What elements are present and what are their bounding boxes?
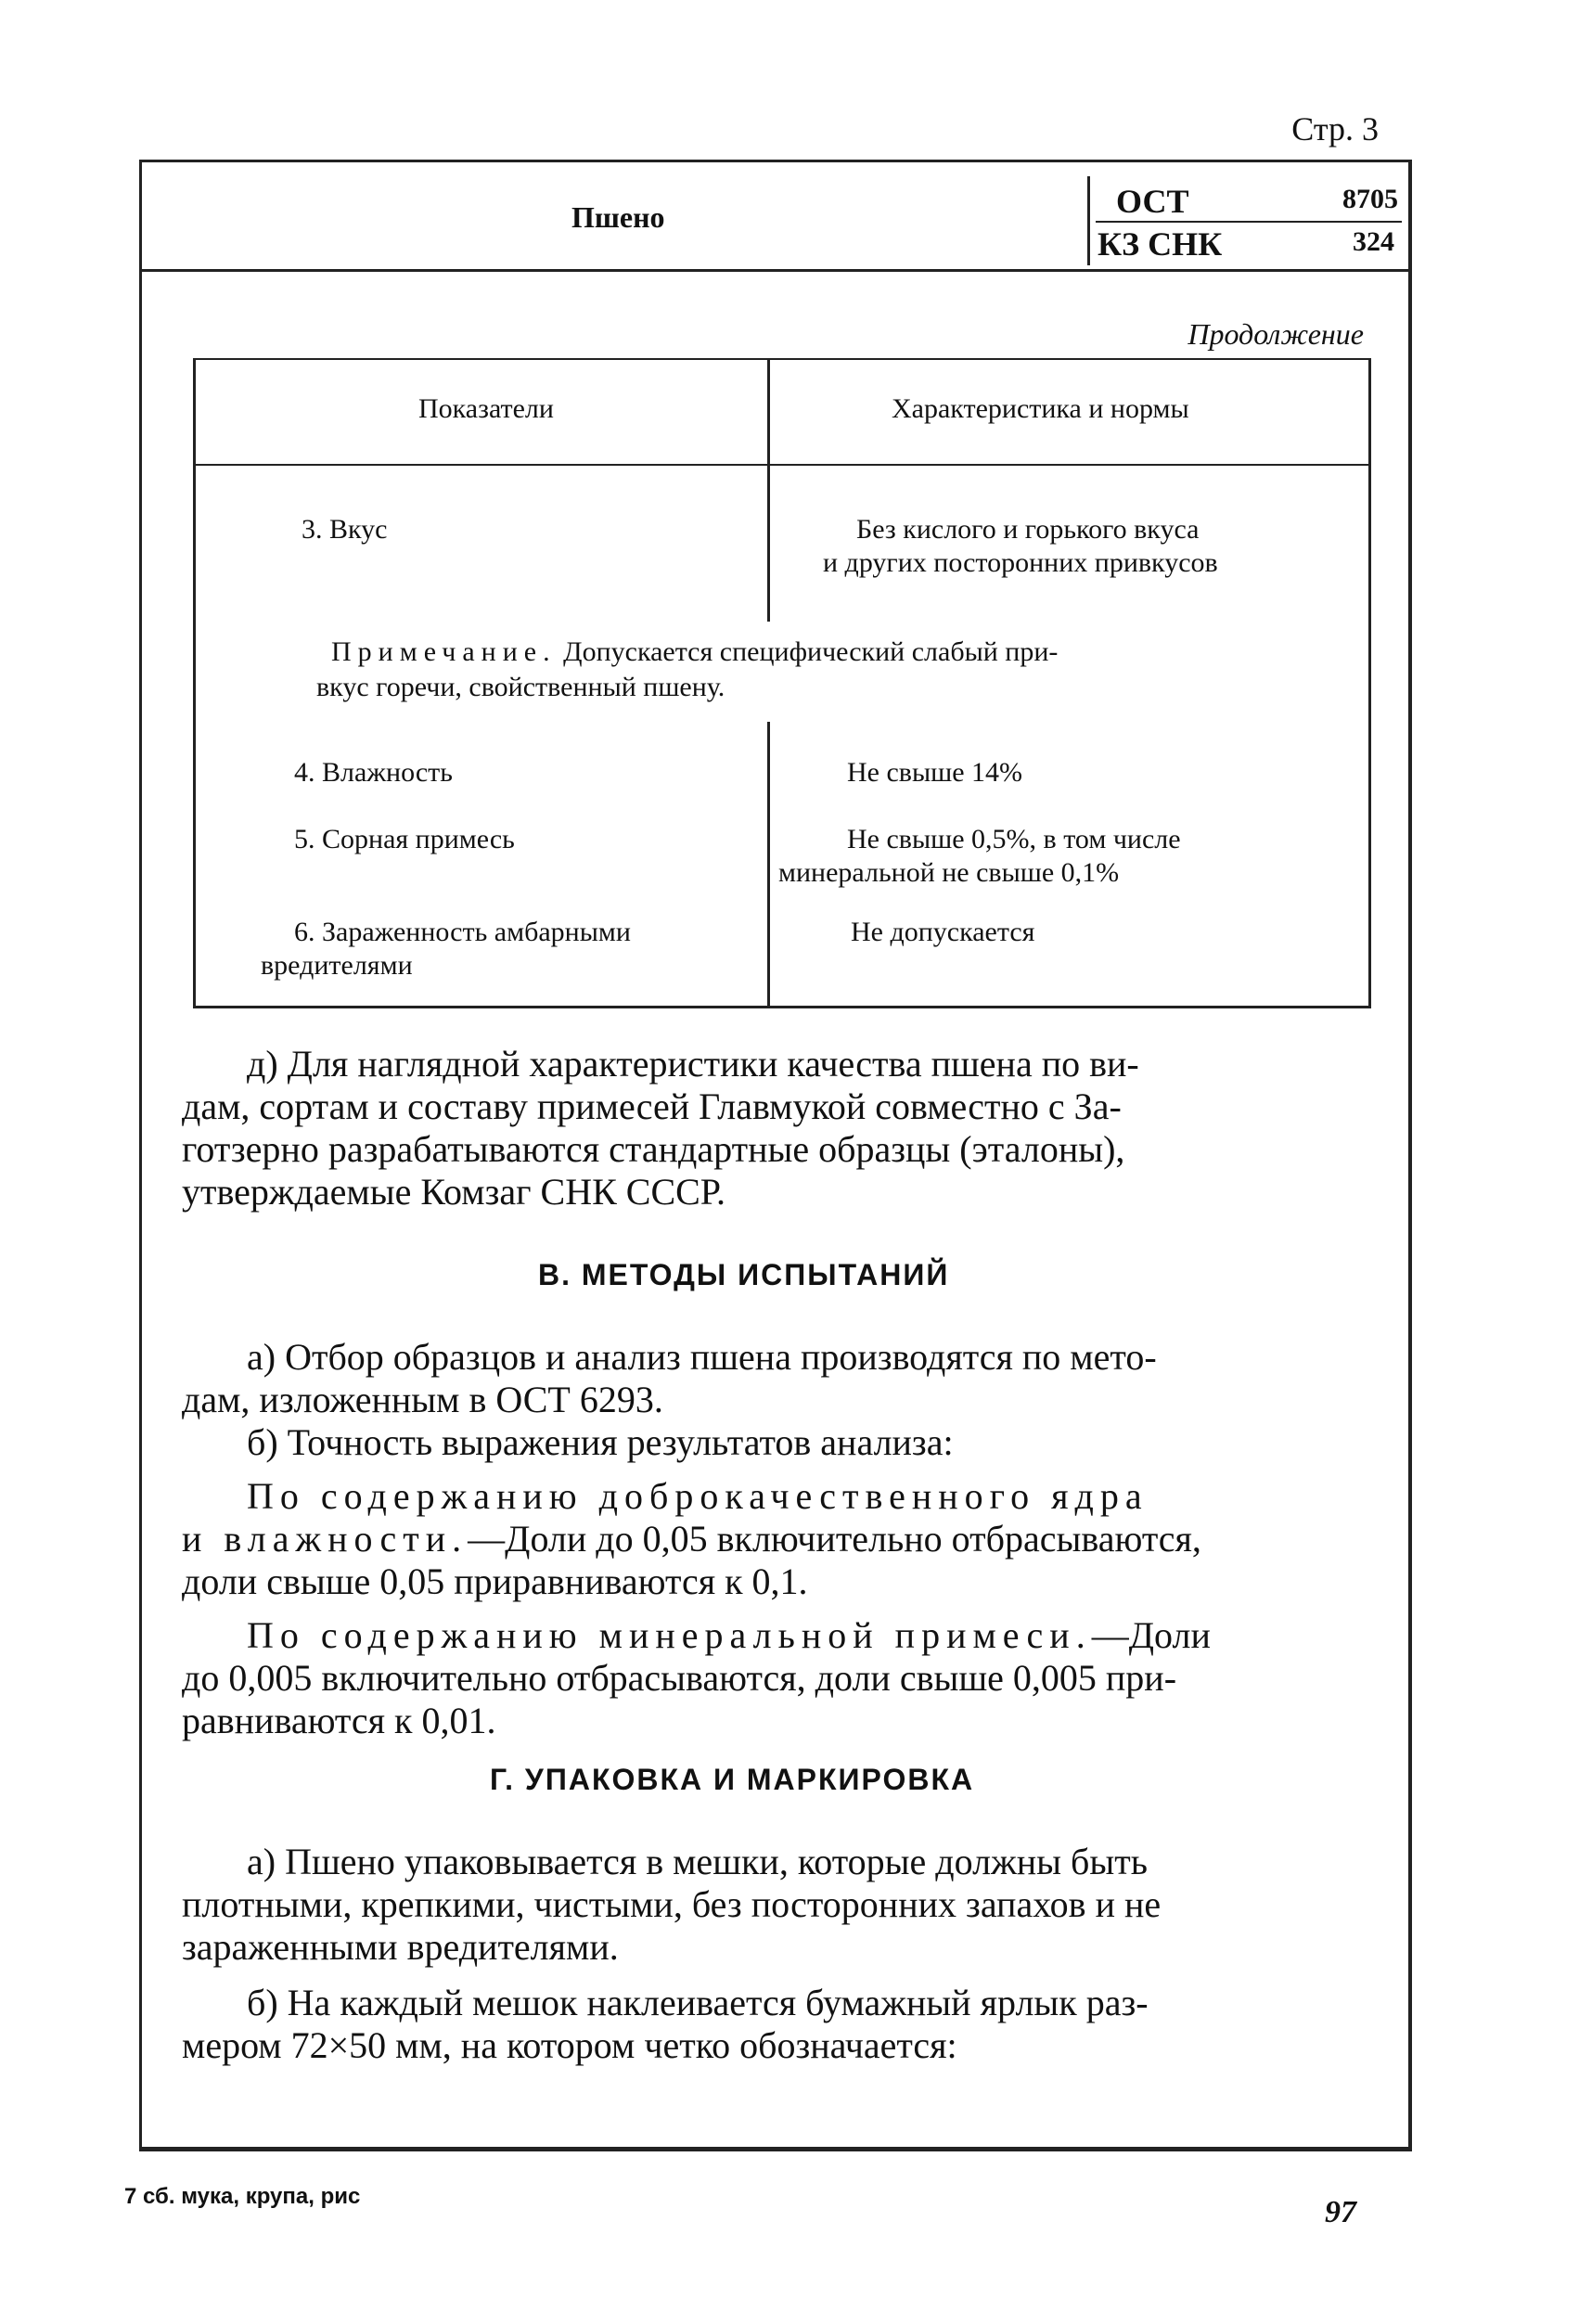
section-v-a-line1: а) Отбор образцов и анализ пшена производятся по мето- (247, 1336, 1157, 1378)
section-v-p1-line2 (182, 1518, 1379, 1560)
row-taste-indicator: 3. Вкус (302, 514, 388, 545)
note-text-line2: вкус горечи, свойственный пшену. (316, 672, 725, 702)
row-pests-indicator-line2: вредителями (261, 950, 413, 981)
section-g-b-line2: мером 72×50 мм, на котором четко обозначается: (182, 2024, 957, 2066)
paragraph-d (182, 1043, 1379, 1213)
section-v-p1-line1: По содержанию доброкачественного ядра (247, 1475, 1149, 1517)
code-kz-number: 324 (1353, 226, 1394, 257)
row-taste-norm-line2: и других посторонних привкусов (823, 547, 1218, 578)
section-v-heading: В. МЕТОДЫ ИСПЫТАНИЙ (538, 1258, 950, 1291)
row-moisture-norm: Не свыше 14% (847, 757, 1023, 788)
code-kz-snk: КЗ СНК (1098, 225, 1223, 263)
section-v-p2-line2: до 0,005 включительно отбрасываются, доли свыше 0,005 при- (182, 1657, 1177, 1699)
paragraph-d-line4: утверждаемые Комзаг СНК СССР. (182, 1171, 726, 1213)
section-v-p1-spaced: и влажности. (182, 1518, 469, 1560)
code-ost-number: 8705 (1342, 184, 1398, 214)
footer-page-number: 97 (1325, 2195, 1356, 2229)
note-text-line1: Допускается специфический слабый при- (563, 636, 1059, 667)
section-g-body (182, 1841, 1379, 2067)
frame-left-rule (139, 160, 142, 2147)
paragraph-d-line3: готзерно разрабатываются стандартные образцы (эталоны), (182, 1128, 1125, 1170)
row-taste-norm-line1: Без кислого и горького вкуса (856, 514, 1200, 545)
table-header-norms: Характеристика и нормы (892, 393, 1189, 424)
table-header-rule (196, 464, 1368, 466)
paragraph-d-line2: дам, сортам и составу примесей Главмукой совместно с За- (182, 1085, 1122, 1127)
section-v-a-line2: дам, изложенным в ОСТ 6293. (182, 1379, 663, 1420)
table-header-indicators: Показатели (418, 393, 554, 424)
row-impurity-norm-line1: Не свыше 0,5%, в том числе (847, 824, 1181, 854)
section-g-a-line3: зараженными вредителями. (182, 1926, 619, 1968)
continuation-label: Продолжение (1187, 317, 1364, 351)
row-moisture-indicator: 4. Влажность (294, 757, 453, 788)
section-v-p2-line1 (182, 1614, 1379, 1657)
footer-collection-label: 7 сб. мука, крупа, рис (124, 2184, 361, 2209)
section-g-b-line1: б) На каждый мешок наклеивается бумажный ярлык раз- (247, 1982, 1149, 2023)
section-v-p1-rest: —Доли до 0,05 включительно отбрасываются, (468, 1518, 1201, 1560)
norms-table (193, 358, 1371, 1008)
section-v-p2-line3: равниваются к 0,01. (182, 1700, 496, 1741)
section-v-p1-line3: доли свыше 0,05 приравниваются к 0,1. (182, 1560, 808, 1602)
row-impurity-norm-line2: минеральной не свыше 0,1% (778, 857, 1120, 888)
code-ost: ОСТ (1116, 183, 1189, 220)
section-g-a-line1: а) Пшено упаковывается в мешки, которые должны быть (247, 1841, 1148, 1882)
section-g-a-line2: плотными, крепкими, чистыми, без посторонних запахов и не (182, 1883, 1162, 1925)
row-pests-norm: Не допускается (851, 917, 1035, 947)
section-v-p2-spaced: По содержанию минеральной примеси. (247, 1614, 1092, 1656)
frame-right-rule (1408, 160, 1412, 2147)
page-number: Стр. 3 (1291, 110, 1379, 148)
table-note (196, 622, 1368, 722)
section-v-p2-rest: —Доли (1091, 1614, 1211, 1656)
standard-code-box (1087, 176, 1411, 265)
row-impurity-indicator: 5. Сорная примесь (294, 824, 515, 854)
note-label: Примечание. (331, 636, 557, 667)
header-top-rule (139, 160, 1408, 162)
header-bottom-rule (139, 269, 1408, 272)
section-v-b-line1: б) Точность выражения результатов анализа: (247, 1421, 954, 1463)
section-g-heading: Г. УПАКОВКА И МАРКИРОВКА (490, 1763, 975, 1796)
frame-bottom-rule (139, 2147, 1412, 2151)
code-fraction-line (1096, 221, 1402, 223)
row-pests-indicator-line1: 6. Зараженность амбарными (294, 917, 631, 947)
section-v-body (182, 1336, 1379, 1742)
paragraph-d-line1: д) Для наглядной характеристики качества пшена по ви- (247, 1043, 1139, 1085)
document-title: Пшено (571, 200, 665, 234)
